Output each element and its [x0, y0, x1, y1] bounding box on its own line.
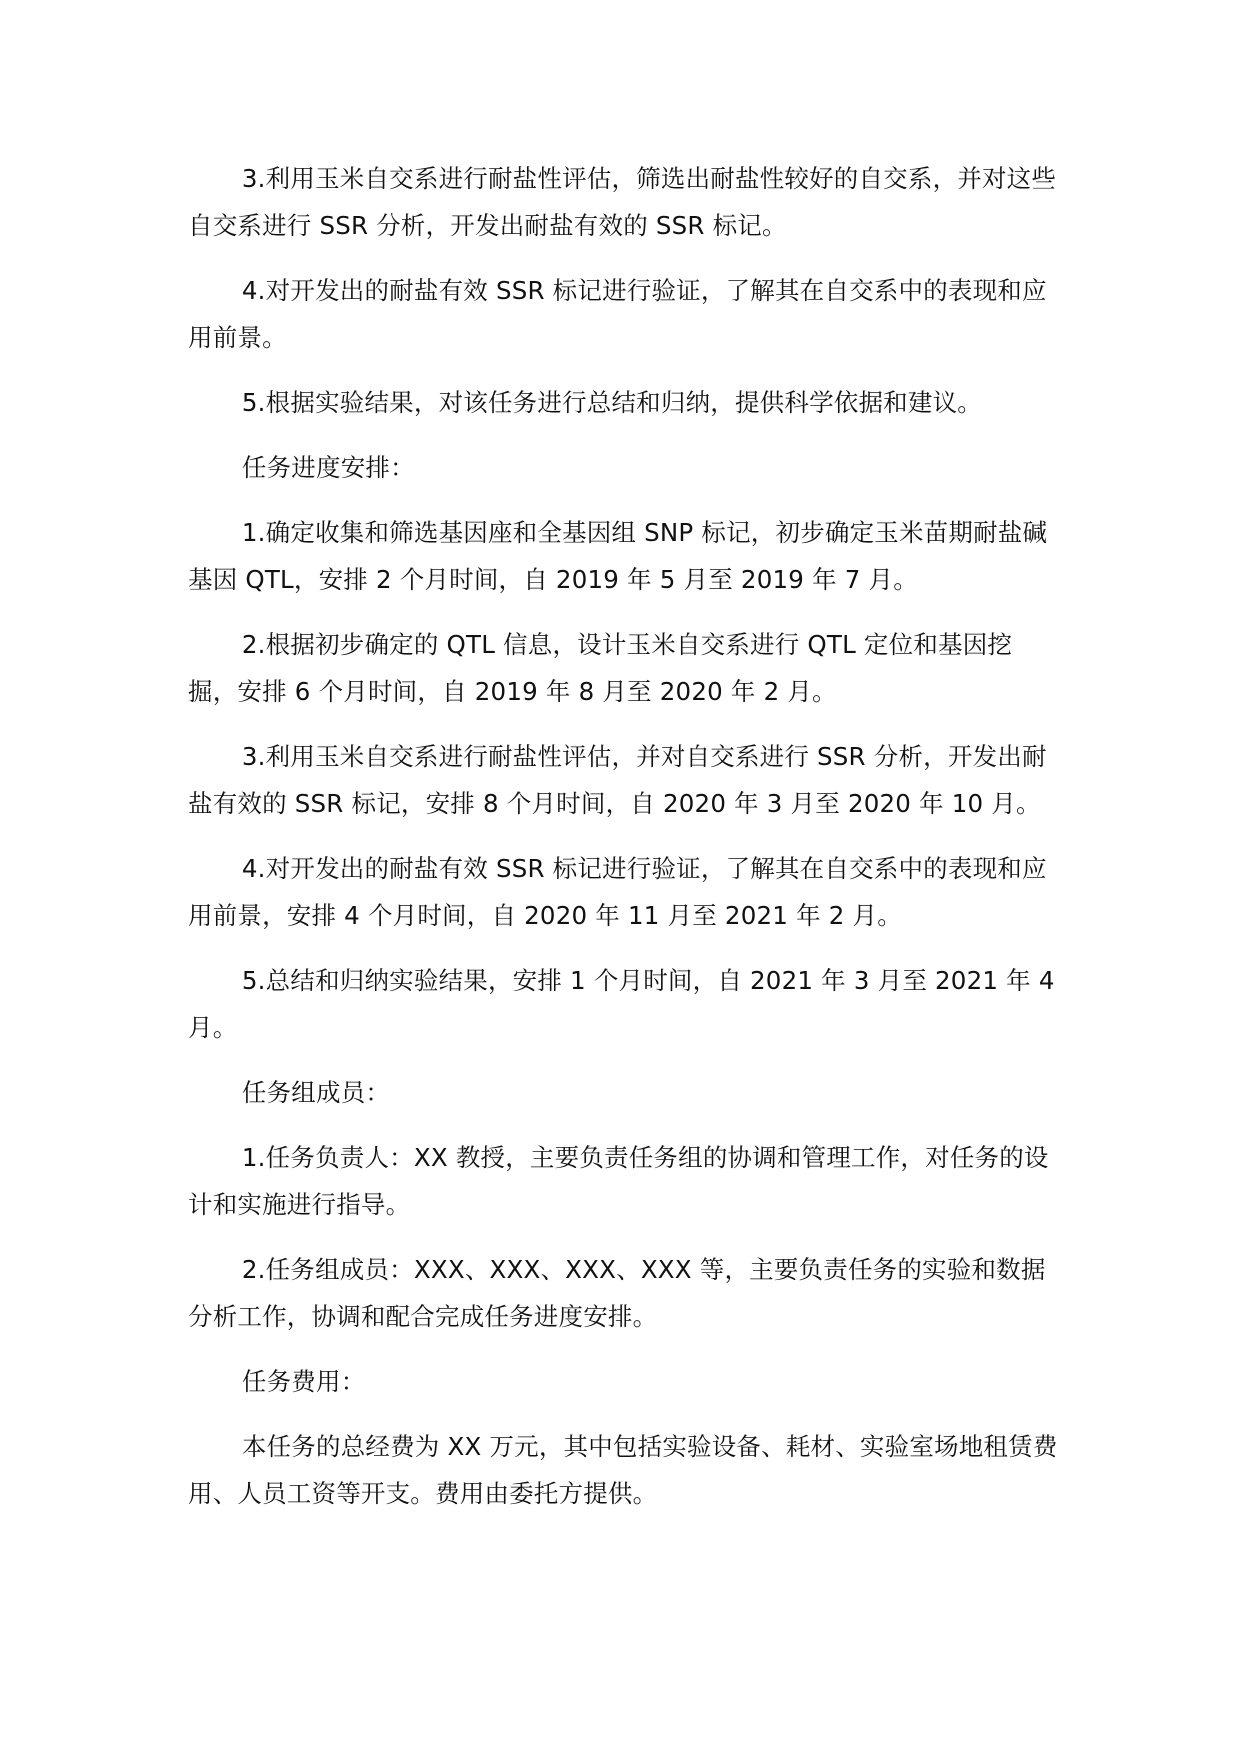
paragraph: 4.对开发出的耐盐有效 SSR 标记进行验证，了解其在自交系中的表现和应用前景，安排 4 个月时间，自 2020 年 11 月至 2021 年 2 月。	[188, 854, 1047, 930]
paragraph: 2.根据初步确定的 QTL 信息，设计玉米自交系进行 QTL 定位和基因挖掘，安排 6 个月时间，自 2019 年 8 月至 2020 年 2 月。	[188, 630, 1013, 706]
paragraph: 3.利用玉米自交系进行耐盐性评估，并对自交系进行 SSR 分析，开发出耐盐有效的 SSR 标记，安排 8 个月时间，自 2020 年 3 月至 2020 年 10 月。	[188, 742, 1047, 818]
paragraph: 5.总结和归纳实验结果，安排 1 个月时间，自 2021 年 3 月至 2021 年 4 月。	[188, 966, 1055, 1042]
paragraph: 5.根据实验结果，对该任务进行总结和归纳，提供科学依据和建议。	[241, 388, 982, 417]
section-heading: 任务组成员：	[241, 1078, 391, 1107]
section-heading: 任务费用：	[241, 1367, 366, 1396]
paragraph: 3.利用玉米自交系进行耐盐性评估，筛选出耐盐性较好的自交系，并对这些自交系进行 SSR 分析，开发出耐盐有效的 SSR 标记。	[188, 164, 1057, 240]
document-body	[188, 155, 1058, 1535]
paragraph: 2.任务组成员：XXX、XXX、XXX、XXX 等，主要负责任务的实验和数据分析工作，协调和配合完成任务进度安排。	[188, 1255, 1046, 1331]
paragraph: 本任务的总经费为 XX 万元，其中包括实验设备、耗材、实验室场地租赁费用、人员工资等开支。费用由委托方提供。	[188, 1432, 1058, 1508]
paragraph: 1.确定收集和筛选基因座和全基因组 SNP 标记，初步确定玉米苗期耐盐碱基因 QTL，安排 2 个月时间，自 2019 年 5 月至 2019 年 7 月。	[188, 518, 1048, 594]
paragraph: 4.对开发出的耐盐有效 SSR 标记进行验证，了解其在自交系中的表现和应用前景。	[188, 276, 1047, 352]
section-heading: 任务进度安排：	[241, 453, 415, 482]
paragraph: 1.任务负责人：XX 教授，主要负责任务组的协调和管理工作，对任务的设计和实施进行指导。	[188, 1143, 1049, 1219]
